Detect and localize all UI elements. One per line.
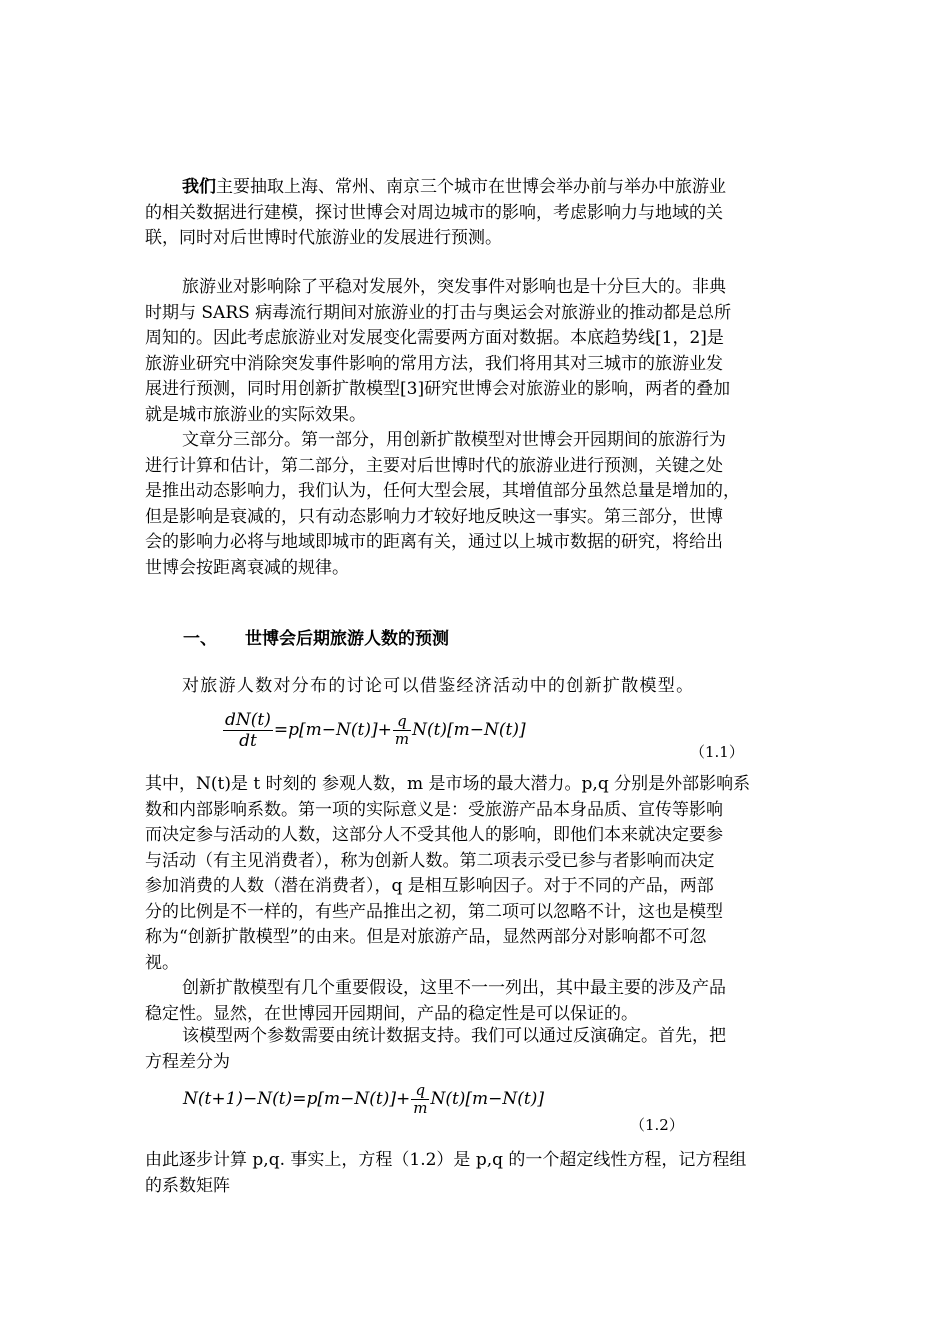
paragraph-line: 进行计算和估计，第二部分，主要对后世博时代的旅游业进行预测，关键之处	[145, 455, 723, 476]
section-number: 一、	[183, 629, 217, 649]
paragraph-line: 但是影响是衰减的，只有动态影响力才较好地反映这一事实。第三部分，世博	[145, 506, 723, 527]
paragraph-line: 创新扩散模型有几个重要假设，这里不一一列出，其中最主要的涉及产品	[182, 978, 726, 998]
paragraph-6	[145, 976, 817, 1027]
paragraph-line: 由此逐步计算 p,q. 事实上，方程（1.2）是 p,q 的一个超定线性方程，记方程组	[145, 1150, 747, 1170]
intro-line-1: 主要抽取上海、常州、南京三个城市在世博会举办前与举办中旅游业	[216, 177, 726, 197]
paragraph-line: 文章分三部分。第一部分，用创新扩散模型对世博会开园期间的旅游行为	[182, 430, 726, 450]
paragraph-line: 时期与 SARS 病毒流行期间对旅游业的打击与奥运会对旅游业的推动都是总所	[145, 302, 732, 323]
paragraph-line: 该模型两个参数需要由统计数据支持。我们可以通过反演确定。首先，把	[182, 1026, 726, 1046]
q-over-m-fraction: $\frac{q}{m}$	[394, 712, 410, 748]
paragraph-line: 稳定性。显然，在世博园开园期间，产品的稳定性是可以保证的。	[145, 1003, 638, 1024]
paragraph-line: 与活动（有主见消费者），称为创新人数。第二项表示受已参与者影响而决定	[145, 850, 715, 871]
paragraph-3	[145, 428, 817, 581]
paragraph-7	[145, 1024, 817, 1075]
paragraph-line: 方程差分为	[145, 1051, 230, 1072]
paragraph-line: 是推出动态影响力，我们认为，任何大型会展，其增值部分虽然总量是增加的，	[145, 481, 740, 501]
section-heading	[183, 627, 449, 651]
paragraph-line: 展进行预测，同时用创新扩散模型[3]研究世博会对旅游业的影响，两者的叠加	[145, 379, 731, 399]
paragraph-line: 分的比例是不一样的，有些产品推出之初，第二项可以忽略不计，这也是模型	[145, 901, 723, 922]
intro-line-2: 的相关数据进行建模，探讨世博会对周边城市的影响，考虑影响力与地域的关	[145, 202, 723, 223]
paragraph-line: 就是城市旅游业的实际效果。	[145, 404, 366, 425]
intro-line-3: 联，同时对后世博时代旅游业的发展进行预测。	[145, 228, 502, 248]
paragraph-8	[145, 1148, 817, 1199]
derivative-fraction: $\frac{dN(t)}{dt}$	[225, 710, 271, 751]
intro-paragraph	[145, 175, 817, 252]
paragraph-line: 称为“创新扩散模型”的由来。但是对旅游产品，显然两部分对影响都不可忽	[145, 927, 707, 947]
paragraph-line: 而决定参与活动的人数，这部分人不受其他人的影响，即他们本来就决定要参	[145, 825, 723, 845]
equation-1-1: $\frac{dN(t)}{dt}$ =p[m−N(t)]+ $\frac{q}{m}$ N(t)[m−N(t)]	[225, 710, 526, 751]
section-title: 世博会后期旅游人数的预测	[245, 629, 449, 649]
equation-1-2: N(t+1)−N(t)=p[m−N(t)]+ $\frac{q}{m}$ N(t)[m−N(t)]	[183, 1081, 545, 1117]
paragraph-2	[145, 275, 817, 428]
paragraph-line: 周知的。因此考虑旅游业对发展变化需要两方面对数据。本底趋势线[1，2]是	[145, 328, 724, 348]
intro-lead: 我们	[182, 177, 216, 197]
paragraph-line: 世博会按距离衰减的规律。	[145, 557, 349, 578]
paragraph-line: 对旅游人数对分布的讨论可以借鉴经济活动中的创新扩散模型。	[182, 676, 695, 696]
paragraph-line: 旅游业研究中消除突发事件影响的常用方法，我们将用其对三城市的旅游业发	[145, 353, 723, 374]
paragraph-line: 其中，N(t)是 t 时刻的 参观人数，m 是市场的最大潜力。p,q 分别是外部影响系	[145, 774, 751, 794]
paragraph-line: 旅游业对影响除了平稳对发展外，突发事件对影响也是十分巨大的。非典	[182, 277, 726, 297]
q-over-m-fraction: $\frac{q}{m}$	[413, 1081, 428, 1117]
paragraph-5	[145, 772, 817, 976]
paragraph-line: 会的影响力必将与地域即城市的距离有关，通过以上城市数据的研究，将给出	[145, 532, 723, 552]
equation-number-1-2: （1.2）	[630, 1116, 684, 1134]
paragraph-4	[145, 674, 817, 700]
equation-number-1-1: （1.1）	[690, 743, 744, 761]
paragraph-line: 视。	[145, 952, 179, 973]
paragraph-line: 数和内部影响系数。第一项的实际意义是：受旅游产品本身品质、宣传等影响	[145, 799, 723, 820]
paragraph-line: 的系数矩阵	[145, 1175, 230, 1196]
paragraph-line: 参加消费的人数（潜在消费者），q 是相互影响因子。对于不同的产品，两部	[145, 876, 714, 896]
